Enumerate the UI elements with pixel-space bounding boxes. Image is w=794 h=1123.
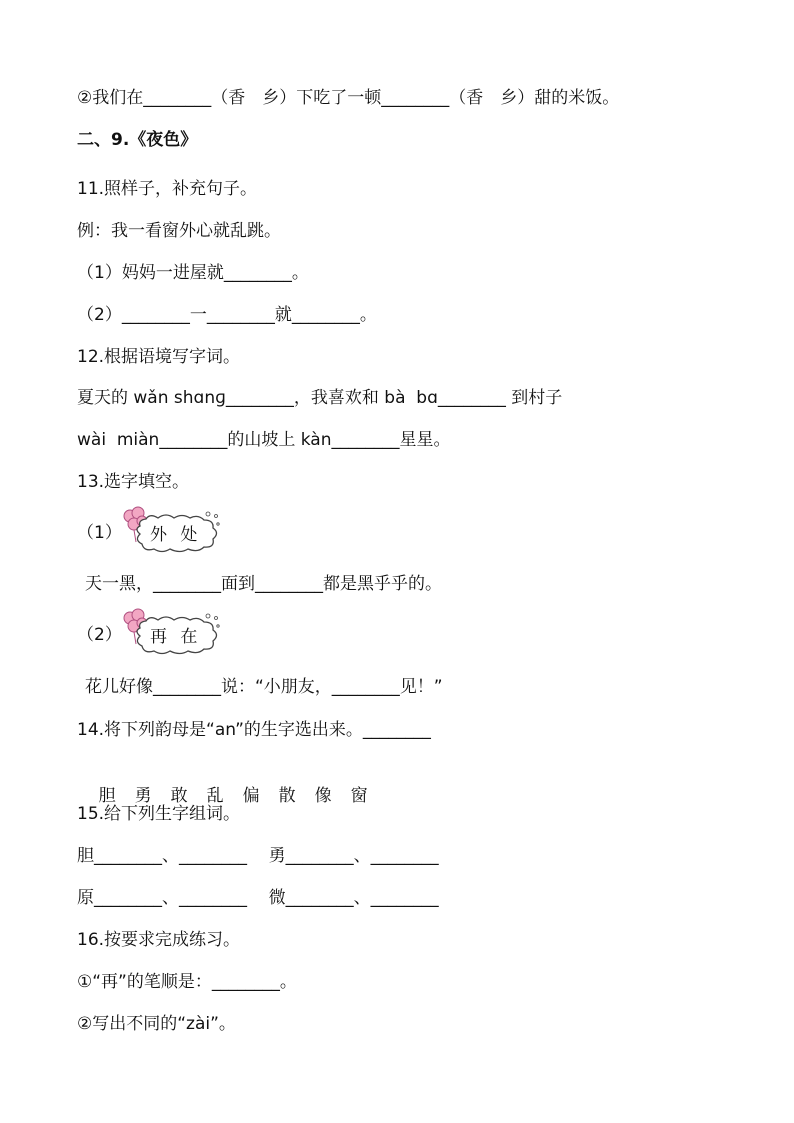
q12-line-1: 夏天的 wǎn shɑnɡ________，我喜欢和 bà bɑ________ 到村子 <box>77 388 563 408</box>
section-heading: 二、9.《夜色》 <box>77 130 198 150</box>
q13-2-choice-cloud <box>118 608 226 658</box>
q15-row-2: 原________、________ 微________、________ <box>77 888 439 908</box>
question-line-2: ②我们在________（香 乡）下吃了一顿________（香 乡）甜的米饭。 <box>77 88 620 108</box>
q13-2-sentence: 花儿好像________说：“小朋友，________见！” <box>85 677 443 697</box>
q11-title: 11.照样子，补充句子。 <box>77 179 258 199</box>
q13-2-choices: 再 在 <box>150 627 202 647</box>
q14-char: 窗 <box>350 786 368 806</box>
q13-1-choice-cloud <box>118 506 226 556</box>
q13-2-label: （2） <box>77 625 122 645</box>
q11-item-2: （2）________一________就________。 <box>77 305 377 325</box>
q14-char: 像 <box>314 786 332 806</box>
q15-row-1: 胆________、________ 勇________、________ <box>77 846 439 866</box>
q13-1-choices: 外 处 <box>150 525 202 545</box>
q11-item-1: （1）妈妈一进屋就________。 <box>77 263 309 283</box>
q14-char: 散 <box>278 786 296 806</box>
q14-title: 14.将下列韵母是“an”的生字选出来。________ <box>77 720 431 740</box>
q13-title: 13.选字填空。 <box>77 472 190 492</box>
q14-char: 勇 <box>134 786 152 806</box>
q14-char: 乱 <box>206 786 224 806</box>
q15-title: 15.给下列生字组词。 <box>77 804 241 824</box>
q11-example: 例：我一看窗外心就乱跳。 <box>77 221 281 241</box>
q16-item-2: ②写出不同的“zài”。 <box>77 1014 236 1034</box>
q12-line-2: wài miàn________的山坡上 kàn________星星。 <box>77 430 451 450</box>
q14-char: 偏 <box>242 786 260 806</box>
q16-item-1: ①“再”的笔顺是：________。 <box>77 972 297 992</box>
q14-char: 胆 <box>98 786 116 806</box>
q12-title: 12.根据语境写字词。 <box>77 347 241 367</box>
q13-1-label: （1） <box>77 523 122 543</box>
q16-title: 16.按要求完成练习。 <box>77 930 241 950</box>
q13-1-sentence: 天一黑，________面到________都是黑乎乎的。 <box>85 574 442 594</box>
q14-char: 敢 <box>170 786 188 806</box>
